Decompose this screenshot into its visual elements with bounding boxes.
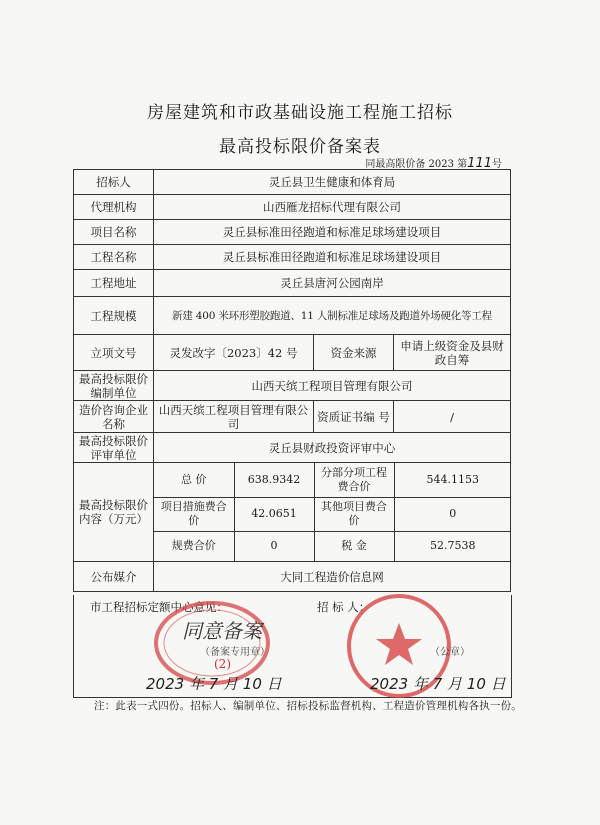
center-sign-date: 2023 年 7 月 10 日 bbox=[146, 675, 282, 693]
measure-label: 项目措施费合 价 bbox=[154, 497, 234, 531]
subitem-value: 544.1153 bbox=[394, 463, 511, 497]
address-value: 灵丘县唐河公园南岸 bbox=[154, 270, 511, 297]
content-label: 最高投标限价内容（万元） bbox=[74, 463, 154, 562]
consult-value: 山西天缤工程项目管理有限公司 bbox=[154, 401, 314, 433]
scale-label: 工程规模 bbox=[74, 297, 154, 335]
work-name-value: 灵丘县标准田径跑道和标准足球场建设项目 bbox=[154, 245, 511, 270]
ref-prefix: 同最高限价备 2023 第 bbox=[365, 159, 468, 170]
agency-value: 山西雁龙招标代理有限公司 bbox=[154, 195, 511, 220]
consult-label: 造价咨询企业名称 bbox=[74, 401, 154, 433]
title-line1: 房屋建筑和市政基础设施工程施工招标 bbox=[147, 103, 453, 123]
media-value: 大同工程造价信息网 bbox=[154, 562, 511, 592]
scale-value: 新建 400 米环形塑胶跑道、11 人制标准足球场及跑道外场硬化等工程 bbox=[154, 297, 511, 335]
other-value: 0 bbox=[394, 497, 511, 531]
subitem-label: 分部分项工程费合价 bbox=[314, 463, 394, 497]
tenderer-value: 灵丘县卫生健康和体育局 bbox=[154, 170, 511, 195]
fund-label: 资金来源 bbox=[314, 335, 394, 371]
content-grid bbox=[154, 463, 511, 562]
fee-label: 规费合价 bbox=[154, 531, 234, 561]
ref-suffix: 号 bbox=[492, 159, 502, 170]
record-table bbox=[73, 169, 511, 592]
review-label: 最高投标限价评审单位 bbox=[74, 433, 154, 463]
signature-area bbox=[73, 595, 512, 698]
measure-value: 42.0651 bbox=[234, 497, 314, 531]
tax-value: 52.7538 bbox=[394, 531, 511, 561]
tenderer-sign-label: 招 标 人： bbox=[317, 600, 371, 614]
tax-label: 税 金 bbox=[314, 531, 394, 561]
stamp-approval-text: 同意备案 bbox=[182, 619, 262, 643]
other-label: 其他项目费合价 bbox=[314, 497, 394, 531]
compile-value: 山西天缤工程项目管理有限公司 bbox=[154, 371, 511, 401]
agency-label: 代理机构 bbox=[74, 195, 154, 220]
center-opinion-label: 市工程招标定额中心意见： bbox=[90, 600, 228, 614]
title-line2: 最高投标限价备案表 bbox=[219, 137, 381, 157]
total-label: 总 价 bbox=[154, 463, 234, 497]
approval-label: 立项文号 bbox=[74, 335, 154, 371]
media-label: 公布媒介 bbox=[74, 562, 154, 592]
fee-value: 0 bbox=[234, 531, 314, 561]
approval-value: 灵发改字〔2023〕42 号 bbox=[154, 335, 314, 371]
footnote: 注：此表一式四份。招标人、编制单位、招标投标监督机构、工程造价管理机构各执一份。 bbox=[94, 700, 522, 712]
address-label: 工程地址 bbox=[74, 270, 154, 297]
fund-value: 申请上级资金及县财政自筹 bbox=[394, 335, 511, 371]
seal-label: （公章） bbox=[430, 647, 470, 658]
tenderer-label: 招标人 bbox=[74, 170, 154, 195]
project-name-value: 灵丘县标准田径跑道和标准足球场建设项目 bbox=[154, 220, 511, 245]
cert-label: 资质证书编 号 bbox=[314, 401, 394, 433]
compile-label: 最高投标限价编制单位 bbox=[74, 371, 154, 401]
stamp-sub-text: （备案专用章） bbox=[200, 647, 270, 658]
tenderer-sign-date: 2023 年 7 月 10 日 bbox=[370, 675, 506, 693]
stamp-number: (2) bbox=[214, 657, 231, 671]
total-value: 638.9342 bbox=[234, 463, 314, 497]
work-name-label: 工程名称 bbox=[74, 245, 154, 270]
ref-number: 111 bbox=[467, 156, 492, 171]
cert-value: / bbox=[394, 401, 511, 433]
project-name-label: 项目名称 bbox=[74, 220, 154, 245]
review-value: 灵丘县财政投资评审中心 bbox=[154, 433, 511, 463]
